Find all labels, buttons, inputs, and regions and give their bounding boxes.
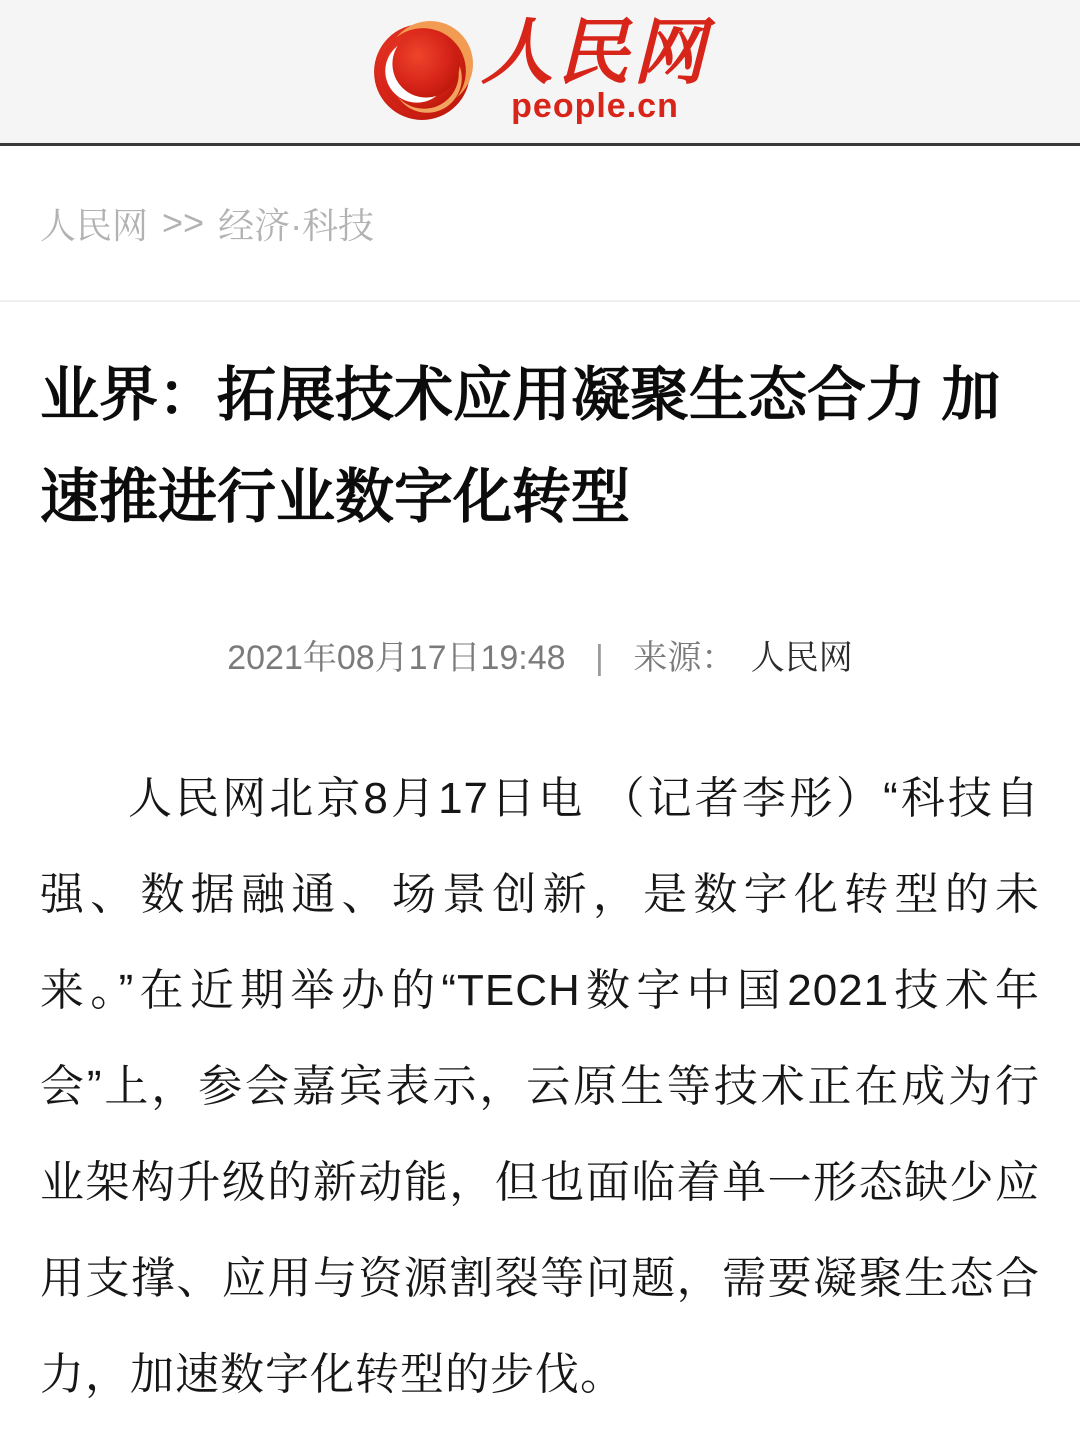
- breadcrumb-separator: >>: [162, 202, 205, 243]
- breadcrumb-channel-link[interactable]: 经济·科技: [218, 204, 375, 246]
- logo-wordmark-en: people.cn: [511, 87, 679, 125]
- logo-wordmark-cn: 人民网: [480, 13, 709, 93]
- people-cn-globe-icon: [371, 21, 473, 123]
- people-cn-logo[interactable]: [371, 13, 709, 126]
- source-link[interactable]: 人民网: [750, 639, 853, 677]
- meta-separator: |: [595, 639, 604, 677]
- breadcrumb-site-link[interactable]: 人民网: [40, 204, 149, 246]
- logo-text: [480, 13, 709, 126]
- article-paragraph: 人民网北京8月17日电 （记者李彤）“科技自强、数据融通、场景创新，是数字化转型的未来。”在近期举办的“TECH数字中国2021技术年会”上，参会嘉宾表示，云原生等技术正在成为行业架构升级的新动能，但也面临着单一形态缺少应用支撑、应用与资源割裂等问题，需要凝聚生态合力，加速数字化转型的步伐。: [40, 774, 1040, 1399]
- publish-datetime: 2021年08月17日19:48: [227, 639, 566, 677]
- site-header: [0, 0, 1080, 146]
- article: [0, 344, 1080, 1423]
- article-meta: [40, 630, 1040, 679]
- article-title: 业界：拓展技术应用凝聚生态合力 加速推进行业数字化转型: [40, 362, 1001, 530]
- breadcrumb: [0, 146, 1080, 302]
- source-label: 来源：: [633, 639, 736, 677]
